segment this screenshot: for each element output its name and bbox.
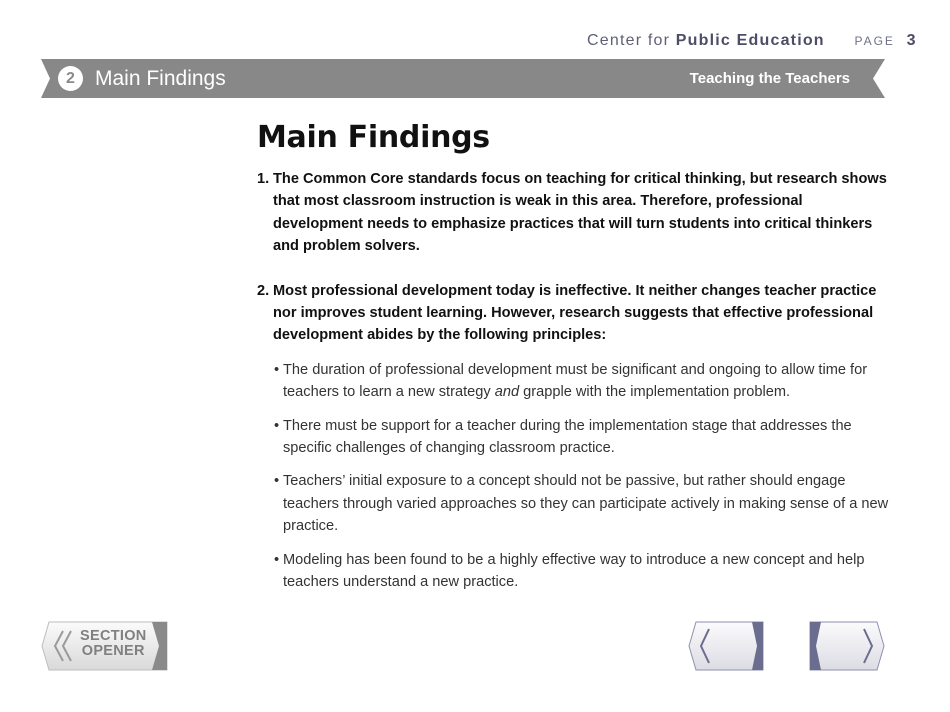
section-opener-line: OPENER	[81, 643, 145, 659]
section-opener-label	[80, 629, 147, 659]
bullet-marker: •	[274, 417, 280, 434]
main-content	[257, 120, 889, 605]
bullet-text: There must be support for a teacher during the implementation stage that addresses the specific challenges of changing classroom practice.	[283, 417, 852, 457]
section-opener-button[interactable]	[41, 621, 168, 671]
principles-list	[257, 359, 889, 594]
org-prefix: Center for	[587, 32, 671, 49]
chevron-right-icon	[809, 621, 885, 671]
page-label: PAGE	[854, 34, 895, 48]
finding-item	[257, 280, 889, 347]
section-number-badge: 2	[58, 66, 83, 91]
finding-number: 2.	[257, 282, 270, 299]
org-name: Public Education	[675, 32, 825, 49]
page-header	[587, 32, 917, 50]
bullet-text-part: The duration of professional development must be significant and ongoing to allow time for teachers to learn a new strategy	[283, 361, 868, 401]
page-title: Main Findings	[257, 120, 490, 155]
list-item	[257, 415, 889, 460]
bullet-marker: •	[274, 361, 280, 378]
bullet-marker: •	[274, 551, 280, 568]
finding-text: Most professional development today is ineffective. It neither changes teacher practice nor improves student learning. However, research suggests that effective professional development abides by the following principles:	[273, 282, 877, 344]
bullet-emphasis: and	[494, 384, 520, 401]
finding-number: 1.	[257, 171, 270, 187]
list-item	[257, 359, 889, 404]
list-item	[257, 549, 889, 594]
finding-item	[257, 168, 889, 258]
page-number: 3	[906, 32, 917, 49]
bullet-marker: •	[274, 473, 280, 490]
previous-page-button[interactable]	[688, 621, 764, 671]
banner-subtitle: Teaching the Teachers	[689, 70, 850, 87]
chevron-left-icon	[688, 621, 764, 671]
bullet-text-part: grapple with the implementation problem.	[519, 384, 791, 401]
section-opener-line: SECTION	[80, 628, 147, 644]
next-page-button[interactable]	[809, 621, 885, 671]
finding-text: The Common Core standards focus on teaching for critical thinking, but research shows that most classroom instruction is weak in this area. Therefore, professional development needs to emphasize practices that will turn students into critical thinkers and problem solvers.	[273, 171, 887, 255]
section-banner	[41, 59, 885, 98]
banner-section-title: Main Findings	[95, 67, 226, 90]
bullet-text: Modeling has been found to be a highly effective way to introduce a new concept and help teachers understand a new practice.	[283, 551, 865, 591]
bullet-text: Teachers’ initial exposure to a concept should not be passive, but rather should engage teachers through varied approaches so they can participate actively in making sense of a new practice.	[283, 473, 889, 535]
list-item	[257, 470, 889, 537]
